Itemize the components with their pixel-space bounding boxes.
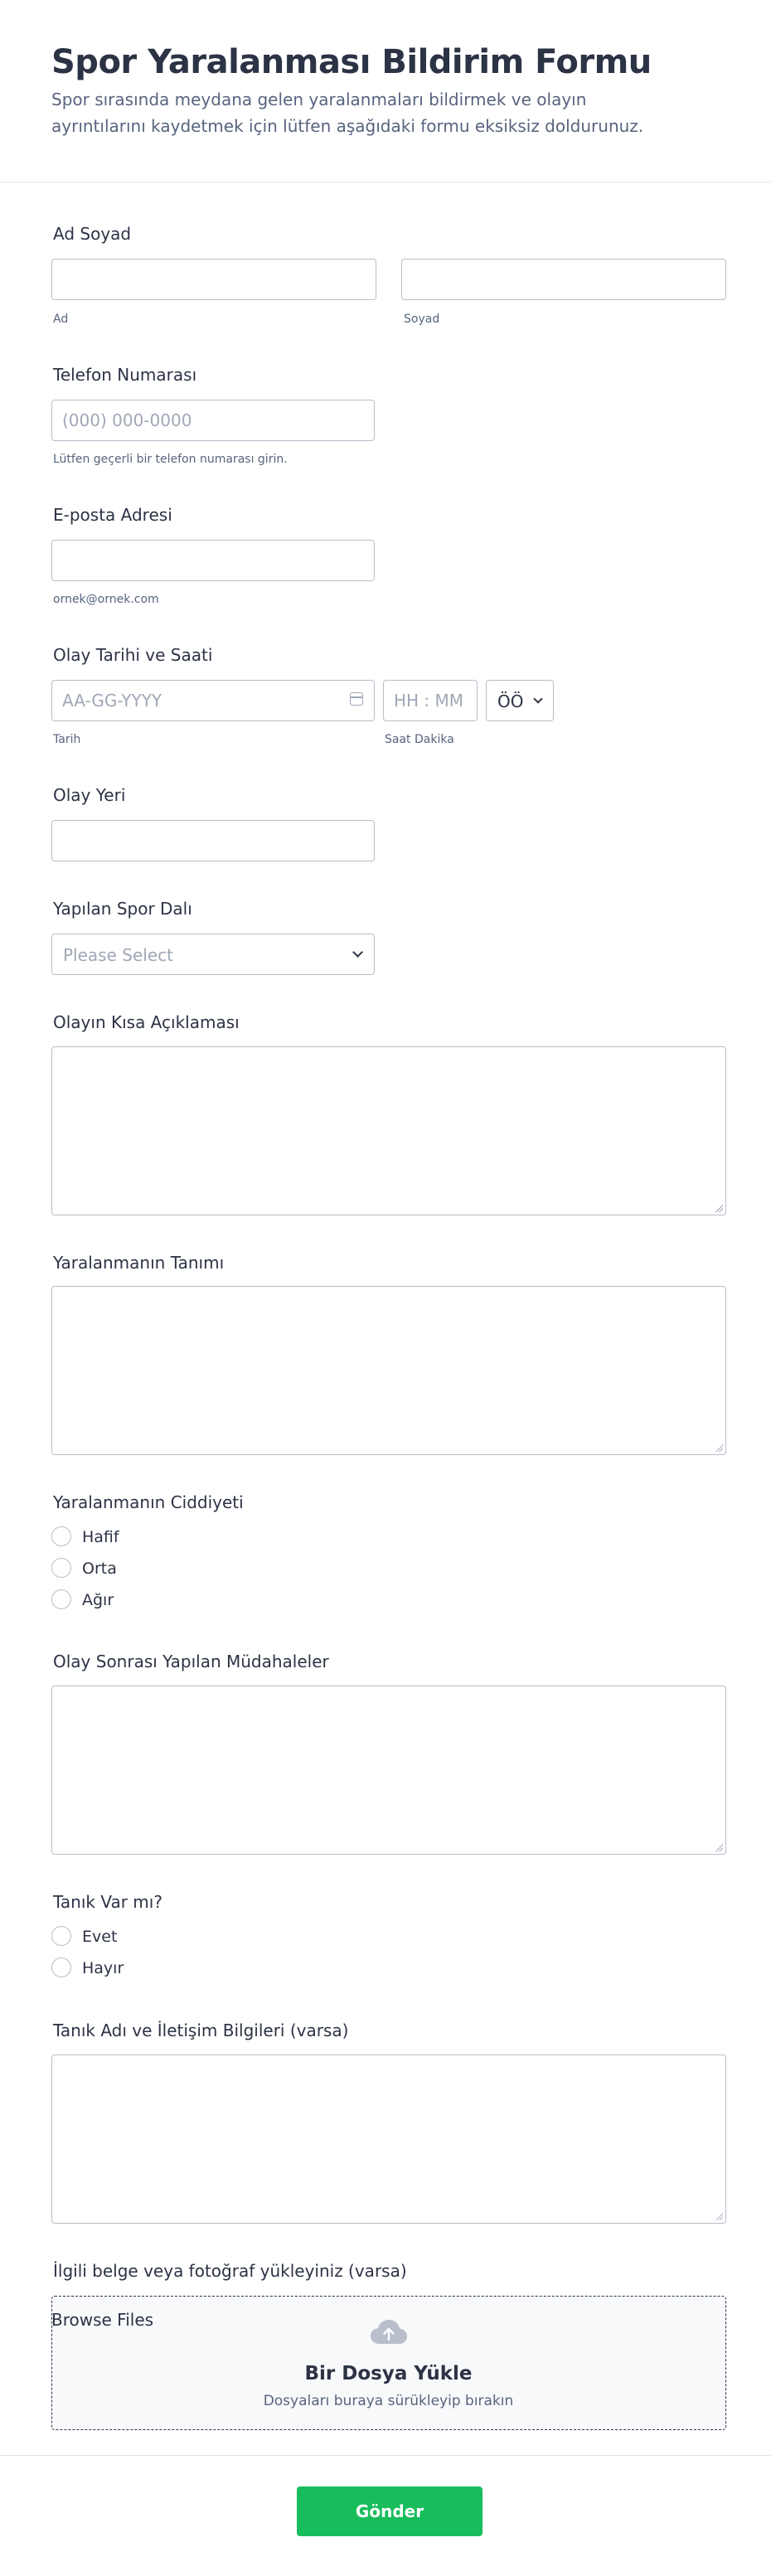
- email-label: E-posta Adresi: [53, 505, 172, 525]
- browse-files-button[interactable]: Browse Files: [51, 2310, 154, 2330]
- form-subtitle: Spor sırasında meydana gelen yaralanmaları bildirmek ve olayın ayrıntılarını kaydetmek için lütfen aşağıdaki formu eksiksiz doldurunuz.: [51, 90, 644, 136]
- upload-title: Bir Dosya Yükle: [304, 2363, 473, 2384]
- first-name-sublabel: Ad: [53, 313, 69, 326]
- email-input[interactable]: [51, 540, 375, 581]
- resize-handle-icon[interactable]: [715, 1443, 723, 1452]
- interventions-textarea[interactable]: [51, 1686, 726, 1855]
- resize-handle-icon[interactable]: [715, 1843, 723, 1851]
- radio-button[interactable]: [51, 1926, 71, 1946]
- upload-label: İlgili belge veya fotoğraf yükleyiniz (varsa): [53, 2261, 407, 2281]
- radio-button[interactable]: [51, 1589, 71, 1609]
- time-sublabel: Saat Dakika: [385, 733, 454, 746]
- injury-description-textarea[interactable]: [51, 1286, 726, 1455]
- submit-button[interactable]: Gönder: [297, 2486, 482, 2536]
- file-upload-dropzone[interactable]: [51, 2296, 726, 2430]
- radio-label: Ağır: [82, 1591, 114, 1609]
- full-name-label: Ad Soyad: [53, 224, 132, 244]
- time-input[interactable]: [383, 680, 478, 721]
- email-sublabel: ornek@ornek.com: [53, 593, 159, 606]
- severity-label: Yaralanmanın Ciddiyeti: [53, 1492, 244, 1512]
- sport-select[interactable]: [51, 934, 375, 975]
- incident-description-textarea[interactable]: [51, 1046, 726, 1215]
- phone-label: Telefon Numarası: [53, 365, 197, 385]
- witness-label: Tanık Var mı?: [53, 1892, 162, 1912]
- witness-info-textarea[interactable]: [51, 2054, 726, 2224]
- injury-description-label: Yaralanmanın Tanımı: [53, 1253, 225, 1273]
- incident-location-input[interactable]: [51, 820, 375, 861]
- radio-label: Hayır: [82, 1959, 124, 1977]
- date-field[interactable]: [51, 680, 375, 721]
- phone-sublabel: Lütfen geçerli bir telefon numarası girin.: [53, 453, 288, 466]
- phone-input[interactable]: [51, 400, 375, 441]
- upload-subtitle: Dosyaları buraya sürükleyip bırakın: [263, 2393, 514, 2409]
- radio-button[interactable]: [51, 1558, 71, 1578]
- ampm-select[interactable]: [486, 680, 554, 721]
- date-sublabel: Tarih: [53, 733, 81, 746]
- resize-handle-icon[interactable]: [715, 1204, 723, 1212]
- cloud-upload-icon: [370, 2318, 408, 2346]
- resize-handle-icon[interactable]: [715, 2212, 723, 2220]
- first-name-input[interactable]: [51, 259, 376, 300]
- sport-select-value: Please Select: [63, 945, 173, 965]
- last-name-input[interactable]: [401, 259, 726, 300]
- form-header: [0, 0, 771, 182]
- interventions-label: Olay Sonrası Yapılan Müdahaleler: [53, 1652, 329, 1671]
- radio-button[interactable]: [51, 1526, 71, 1546]
- last-name-sublabel: Soyad: [404, 313, 440, 326]
- form-title: Spor Yaralanması Bildirim Formu: [51, 43, 652, 81]
- radio-label: Orta: [82, 1560, 117, 1578]
- date-input[interactable]: [51, 680, 375, 721]
- incident-location-label: Olay Yeri: [53, 785, 126, 805]
- chevron-down-icon: [352, 947, 363, 958]
- calendar-icon[interactable]: [350, 692, 363, 706]
- chevron-down-icon: [533, 694, 542, 703]
- footer-divider: [0, 2455, 771, 2456]
- ampm-value: ÖÖ: [497, 691, 524, 711]
- sport-label: Yapılan Spor Dalı: [53, 899, 192, 919]
- radio-label: Hafif: [82, 1528, 119, 1546]
- incident-datetime-label: Olay Tarihi ve Saati: [53, 645, 213, 665]
- incident-description-label: Olayın Kısa Açıklaması: [53, 1012, 240, 1032]
- radio-button[interactable]: [51, 1957, 71, 1977]
- radio-label: Evet: [82, 1928, 118, 1946]
- witness-info-label: Tanık Adı ve İletişim Bilgileri (varsa): [53, 2021, 349, 2040]
